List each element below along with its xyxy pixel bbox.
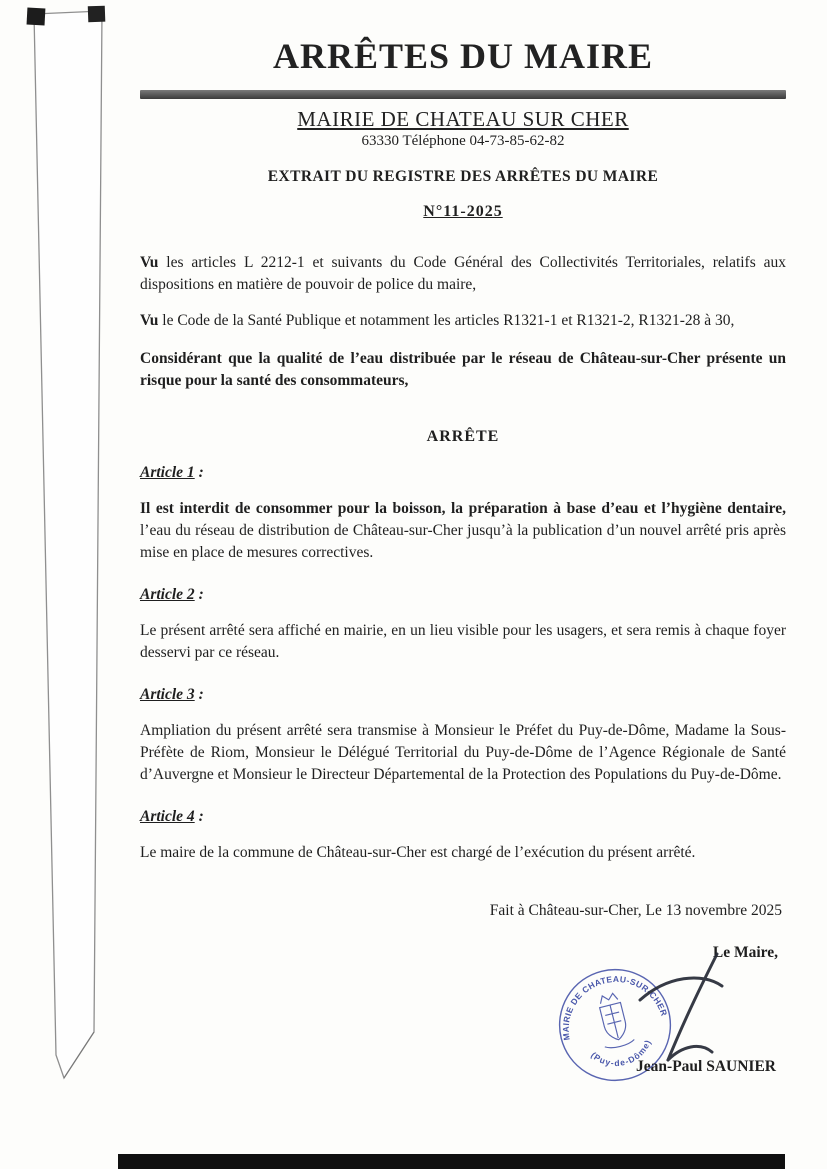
scan-edge-artifact — [0, 0, 120, 1095]
article-1-text — [140, 498, 786, 564]
title-divider-bar — [140, 90, 786, 99]
article-4-heading — [140, 806, 786, 828]
signatory-name: Jean-Paul SAUNIER — [636, 1058, 776, 1075]
recital-considerant-text: Considérant que la qualité de l’eau distribuée par le réseau de Château-sur-Cher présente un risque pour la santé des consommateurs, — [140, 350, 786, 389]
scan-mark-right — [88, 6, 106, 23]
recital-vu-1-lead: Vu — [140, 254, 159, 271]
scan-mark-left — [27, 8, 46, 26]
stamp-top-text: MAIRIE DE CHATEAU-SUR-CHER — [560, 973, 670, 1041]
stamp-bottom-text: (Puy-de-Dôme) — [589, 1037, 654, 1069]
article-4-normal-text: Le maire de la commune de Château-sur-Cher est chargé de l’exécution du présent arrêté. — [140, 844, 696, 861]
recital-vu-1 — [140, 252, 786, 296]
document-title: ARRÊTES DU MAIRE — [272, 36, 654, 76]
article-1-section — [140, 462, 786, 564]
article-4-colon: : — [198, 808, 204, 825]
le-maire-line: Le Maire, — [712, 944, 778, 961]
article-1-heading — [140, 462, 786, 484]
scan-fold-outline — [34, 11, 102, 1078]
article-3-normal-text: Ampliation du présent arrêté sera transmise à Monsieur le Préfet du Puy-de-Dôme, Madame la Sous-Préfète de Riom, Monsieur le Délégué Territorial du Puy-de-Dôme de l’Agence Régionale de Santé d’Auvergne et Monsieur le Directeur Départemental de la Protection des Populations du Puy-de-Dôme. — [140, 722, 786, 783]
article-2-normal-text: Le présent arrêté sera affiché en mairie, en un lieu visible pour les usagers, et sera remis à chaque foyer desservi par ce réseau. — [140, 622, 786, 661]
recital-vu-1-rest: les articles L 2212-1 et suivants du Code Général des Collectivités Territoriales, relatifs aux dispositions en matière de pouvoir de police du maire, — [140, 254, 786, 293]
article-4-text — [140, 842, 786, 864]
article-3-heading — [140, 684, 786, 706]
article-1-colon: : — [198, 464, 204, 481]
article-1-bold-text: Il est interdit de consommer pour la boisson, la préparation à base d’eau et l’hygiène dentaire, — [140, 500, 786, 517]
article-2-colon: : — [198, 586, 204, 603]
article-2-heading — [140, 584, 786, 606]
article-1-normal-text: l’eau du réseau de distribution de Château-sur-Cher jusqu’à la publication d’un nouvel arrêté pris après mise en place de mesures correctives. — [140, 522, 786, 561]
article-4-label: Article 4 — [140, 808, 195, 825]
scan-bottom-bar-artifact — [118, 1154, 785, 1169]
article-4-section — [140, 806, 786, 864]
date-place-line: Fait à Château-sur-Cher, Le 13 novembre 2025 — [489, 902, 782, 919]
article-3-section — [140, 684, 786, 786]
article-3-text — [140, 720, 786, 786]
decree-number: N°11-2025 — [423, 203, 503, 220]
article-3-colon: : — [198, 686, 204, 703]
registre-heading: EXTRAIT DU REGISTRE DES ARRÊTES DU MAIRE — [267, 168, 659, 185]
recital-vu-2-lead: Vu — [140, 312, 159, 329]
article-1-label: Article 1 — [140, 464, 195, 481]
document-content — [140, 20, 786, 1074]
article-2-text — [140, 620, 786, 664]
recital-considerant — [140, 348, 786, 392]
recital-vu-2-rest: le Code de la Santé Publique et notamment les articles R1321-1 et R1321-2, R1321-28 à 30, — [158, 312, 735, 329]
recital-vu-2 — [140, 310, 786, 332]
article-2-label: Article 2 — [140, 586, 195, 603]
mairie-name: MAIRIE DE CHATEAU SUR CHER — [297, 107, 629, 131]
article-2-section — [140, 584, 786, 664]
arrete-heading: ARRÊTE — [426, 428, 500, 445]
article-3-label: Article 3 — [140, 686, 195, 703]
postal-phone-line: 63330 Téléphone 04-73-85-62-82 — [361, 133, 565, 149]
signature-area — [140, 964, 786, 1074]
